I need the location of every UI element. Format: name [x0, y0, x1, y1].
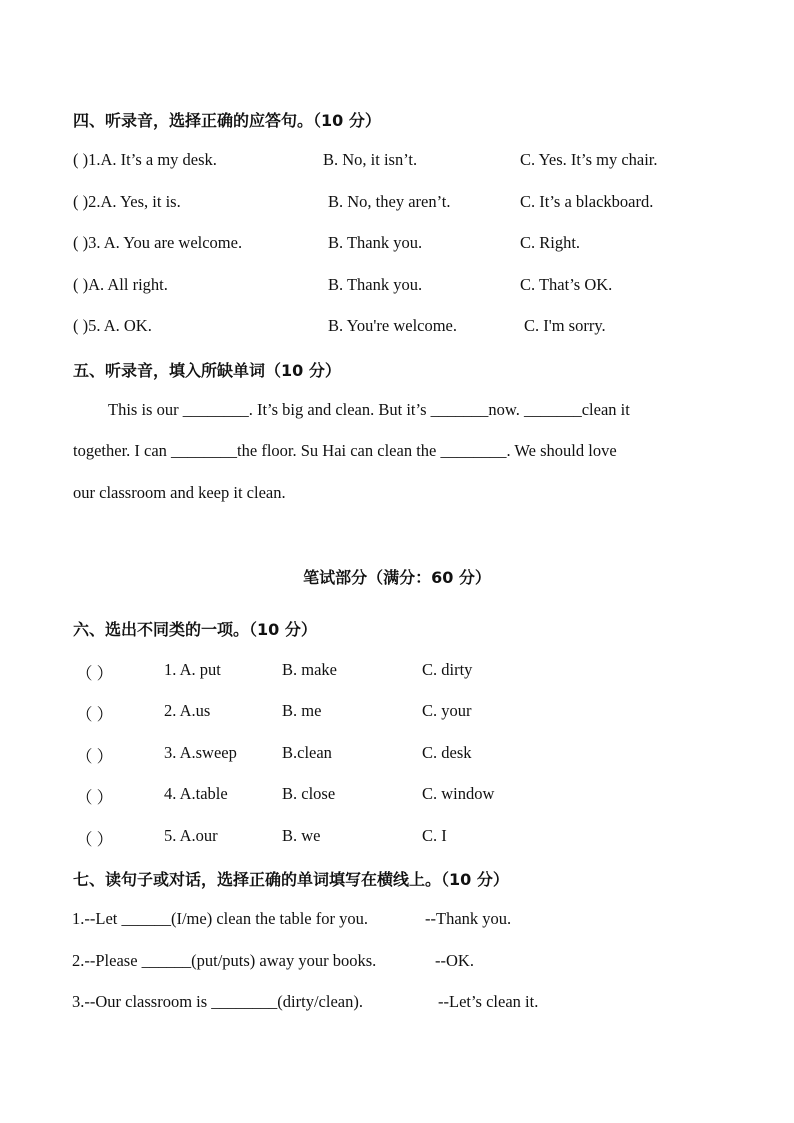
option-a: 3. A.sweep [164, 743, 237, 762]
option-a: 5. A.our [164, 826, 218, 845]
sentence-question: 3.--Our classroom is ________(dirty/clean). [72, 992, 363, 1011]
section4-item [0, 275, 794, 299]
option-c: C. dirty [422, 660, 473, 679]
item-stem: ( )3. A. You are welcome. [73, 233, 243, 252]
cloze-line-1: This is our ________. It’s big and clean. But it’s _______now. _______clean it [108, 400, 630, 419]
section7-line [0, 951, 794, 975]
option-c: C. Yes. It’s my chair. [520, 150, 658, 169]
option-c: C. desk [422, 743, 472, 762]
section6-item [0, 826, 794, 850]
option-c: C. That’s OK. [520, 275, 613, 294]
section7-line [0, 909, 794, 933]
section6-item [0, 701, 794, 725]
answer-paren: （ ） [76, 830, 114, 849]
sentence-question: 1.--Let ______(I/me) clean the table for you. [72, 909, 368, 928]
option-b: B. Thank you. [328, 275, 423, 294]
answer-paren: （ ） [76, 664, 114, 683]
section4-heading: 四、听录音，选择正确的应答句。（10 分） [73, 111, 381, 130]
option-b: B. close [282, 784, 336, 803]
option-b: B. Thank you. [328, 233, 423, 252]
written-part-title: 笔试部分（满分：60 分） [303, 568, 491, 587]
sentence-response: --Let’s clean it. [438, 992, 539, 1011]
option-c: C. window [422, 784, 495, 803]
section6-item [0, 660, 794, 684]
option-b: B. No, it isn’t. [323, 150, 418, 169]
section6-item [0, 743, 794, 767]
item-stem: ( )5. A. OK. [73, 316, 152, 335]
cloze-line-3: our classroom and keep it clean. [73, 483, 286, 502]
section7-heading: 七、读句子或对话，选择正确的单词填写在横线上。（10 分） [73, 870, 509, 889]
option-a: 1. A. put [164, 660, 221, 679]
section6-heading: 六、选出不同类的一项。（10 分） [73, 620, 317, 639]
section7-line [0, 992, 794, 1016]
option-b: B. You're welcome. [328, 316, 458, 335]
section6-item [0, 784, 794, 808]
option-b: B. we [282, 826, 321, 845]
option-c: C. It’s a blackboard. [520, 192, 654, 211]
section4-item [0, 316, 794, 340]
answer-paren: （ ） [76, 705, 114, 724]
option-a: 4. A.table [164, 784, 228, 803]
item-stem: ( )2.A. Yes, it is. [73, 192, 181, 211]
section5-heading: 五、听录音，填入所缺单词（10 分） [73, 361, 341, 380]
answer-paren: （ ） [76, 747, 114, 766]
cloze-line-2: together. I can ________the floor. Su Hai can clean the ________. We should love [73, 441, 617, 460]
option-c: C. I [422, 826, 447, 845]
section4-item [0, 233, 794, 257]
option-c: C. I'm sorry. [524, 316, 606, 335]
sentence-response: --Thank you. [425, 909, 512, 928]
option-b: B. No, they aren’t. [328, 192, 451, 211]
option-b: B. make [282, 660, 337, 679]
answer-paren: （ ） [76, 788, 114, 807]
option-c: C. Right. [520, 233, 581, 252]
sentence-question: 2.--Please ______(put/puts) away your books. [72, 951, 377, 970]
section4-item [0, 192, 794, 216]
section4-item [0, 150, 794, 174]
option-b: B.clean [282, 743, 332, 762]
option-b: B. me [282, 701, 322, 720]
item-stem: ( )1.A. It’s a my desk. [73, 150, 217, 169]
option-a: 2. A.us [164, 701, 211, 720]
item-stem: ( )A. All right. [73, 275, 168, 294]
option-c: C. your [422, 701, 472, 720]
sentence-response: --OK. [435, 951, 474, 970]
